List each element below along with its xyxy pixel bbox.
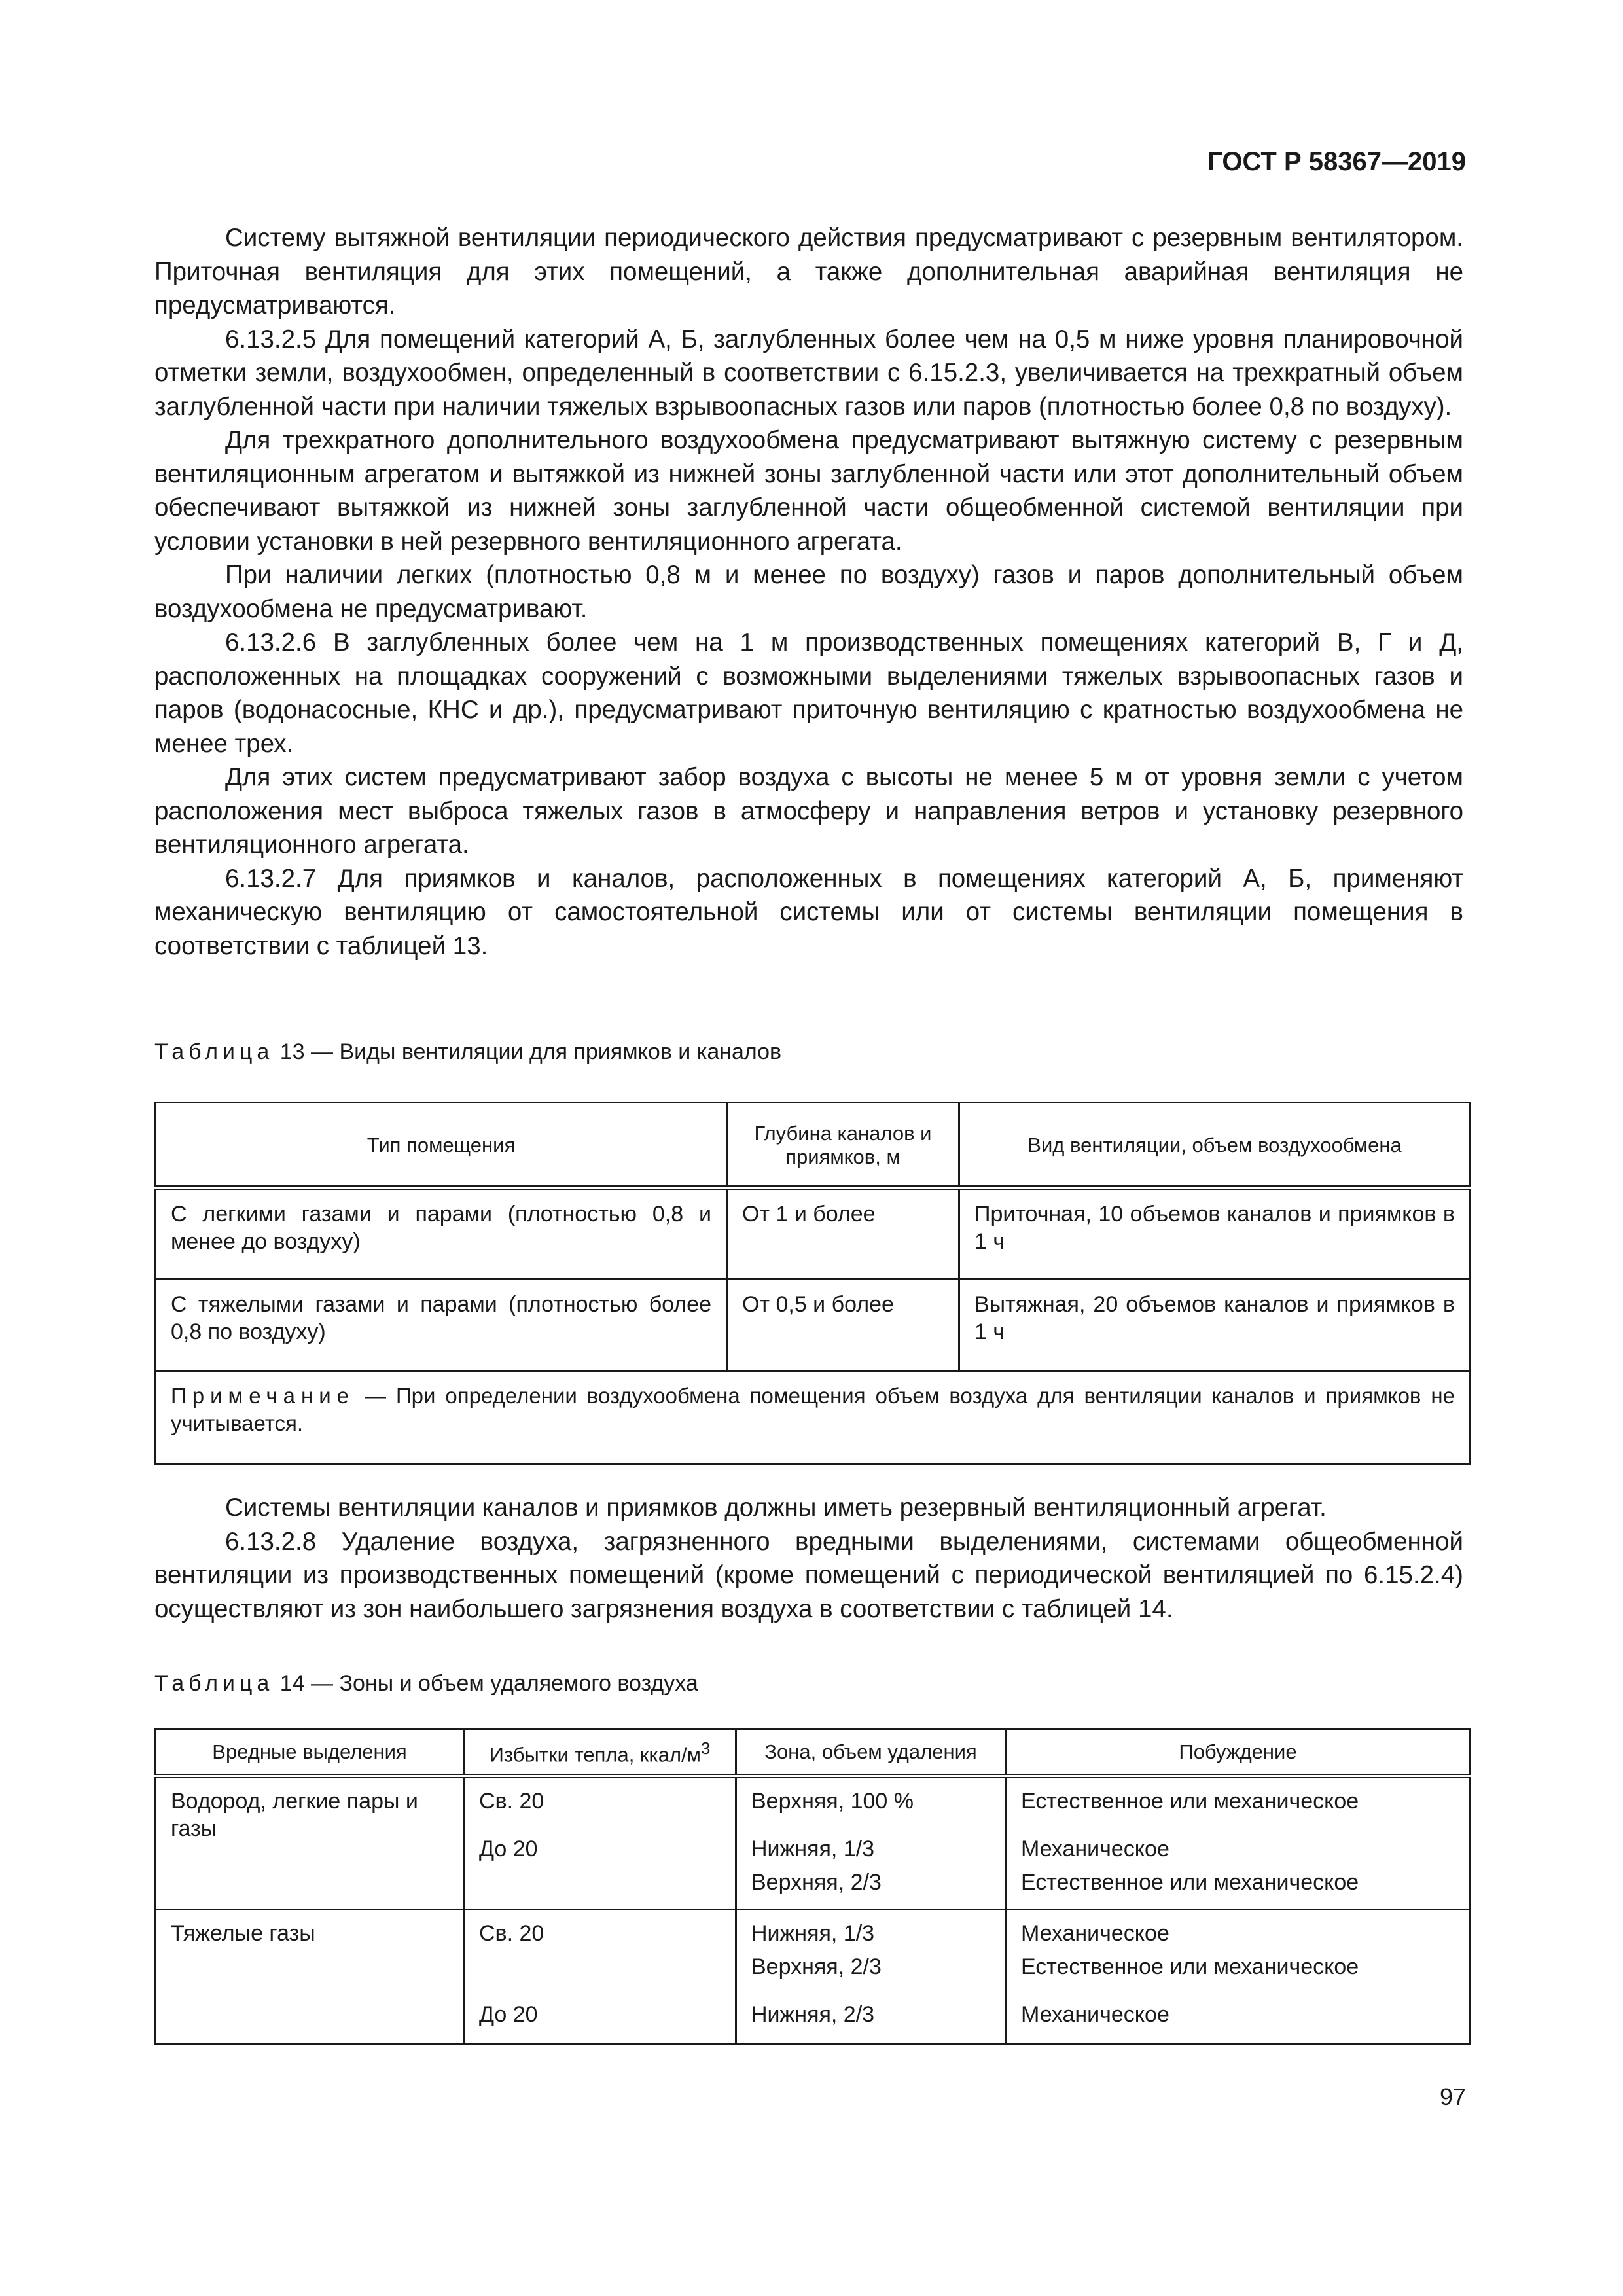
table13-cell: С легкими газами и парами (плотностью 0,8 и менее до воздуху) xyxy=(156,1188,727,1280)
paragraph: При наличии легких (плотностью 0,8 м и менее по воздуху) газов и паров дополнительный объем воздухообмена не предусматривают. xyxy=(154,561,1463,623)
zone-value: Верхняя, 100 % xyxy=(751,1789,914,1814)
note-text: — При определении воздухообмена помещения объем воздуха для вентиляции каналов и приямков не учитывается. xyxy=(171,1384,1455,1435)
paragraph: Для этих систем предусматривают забор воздуха с высоты не менее 5 м от уровня земли с учетом расположения мест выброса тяжелых газов в атмосферу и направления ветров и установку резервного вентиляционного агрегата. xyxy=(154,763,1463,859)
heat-value: До 20 xyxy=(479,2002,538,2027)
table-14 xyxy=(154,1728,1471,2045)
body-text-middle xyxy=(154,1491,1463,1626)
table14-zone-cell xyxy=(736,1776,1006,1910)
paragraph-6-13-2-7: 6.13.2.7 Для приямков и каналов, расположенных в помещениях категорий А, Б, применяют механическую вентиляцию от самостоятельной системы или от системы вентиляции помещения в соответствии с таблицей 13. xyxy=(154,864,1463,960)
table14-substance: Тяжелые газы xyxy=(156,1910,464,2044)
zone-value: Верхняя, 2/3 xyxy=(751,1954,882,1979)
paragraph-6-13-2-6: 6.13.2.6 В заглубленных более чем на 1 м производственных помещениях категорий В, Г и Д, расположенных на площадках сооружений с возможными выделениями тяжелых взрывоопасных газов и паров (водонасосные, КНС и др.), предусматривают приточную вентиляцию с кратностью воздухообмена не менее трех. xyxy=(154,628,1463,758)
table13-header-depth: Глубина каналов и приямков, м xyxy=(727,1103,959,1188)
heat-header-superscript: 3 xyxy=(701,1739,711,1758)
table13-cell: Вытяжная, 20 объемов каналов и приямков в 1 ч xyxy=(959,1280,1471,1371)
heat-value: Св. 20 xyxy=(479,1789,544,1814)
table14-substance: Водород, легкие пары и газы xyxy=(156,1776,464,1910)
table14-caption xyxy=(154,1671,698,1696)
table13-caption-text: 13 — Виды вентиляции для приямков и каналов xyxy=(279,1039,782,1064)
table13-header-room-type: Тип помещения xyxy=(156,1103,727,1188)
zone-value: Нижняя, 2/3 xyxy=(751,2002,875,2027)
drive-value: Механическое xyxy=(1021,1837,1169,1861)
zone-value: Нижняя, 1/3 xyxy=(751,1921,875,1946)
table-13 xyxy=(154,1102,1471,1465)
table-row xyxy=(156,1280,1471,1371)
drive-value: Механическое xyxy=(1021,1921,1169,1946)
drive-value: Естественное или механическое xyxy=(1021,1954,1359,1979)
table14-caption-text: 14 — Зоны и объем удаляемого воздуха xyxy=(279,1671,698,1696)
body-text-top xyxy=(154,221,1463,963)
table14-header-drive: Побуждение xyxy=(1006,1729,1471,1776)
table13-caption-label: Таблица xyxy=(154,1039,274,1064)
table-row xyxy=(156,1776,1471,1910)
heat-value: Св. 20 xyxy=(479,1921,544,1946)
table14-drive-cell xyxy=(1006,1910,1471,2044)
table14-zone-cell xyxy=(736,1910,1006,2044)
table14-heat-cell xyxy=(464,1910,736,2044)
heat-value: До 20 xyxy=(479,1837,538,1861)
table-row xyxy=(156,1188,1471,1280)
table13-cell: От 1 и более xyxy=(727,1188,959,1280)
note-label: Примечание xyxy=(171,1384,355,1408)
table13-cell: С тяжелыми газами и парами (плотностью более 0,8 по воздуху) xyxy=(156,1280,727,1371)
page-number: 97 xyxy=(1439,2083,1466,2110)
table13-header-ventilation: Вид вентиляции, объем воздухообмена xyxy=(959,1103,1471,1188)
paragraph-6-13-2-5: 6.13.2.5 Для помещений категорий А, Б, заглубленных более чем на 0,5 м ниже уровня планировочной отметки земли, воздухообмен, определенный в соответствии с 6.15.2.3, увеличивается на трехкратный объем заглубленной части при наличии тяжелых взрывоопасных газов или паров (плотностью более 0,8 по воздуху). xyxy=(154,325,1463,421)
paragraph: Систему вытяжной вентиляции периодического действия предусматривают с резервным вентилятором. Приточная вентиляция для этих помещений, а также дополнительная аварийная вентиляция не предусматриваются. xyxy=(154,224,1463,319)
table13-note xyxy=(156,1371,1471,1465)
table14-drive-cell xyxy=(1006,1776,1471,1910)
table13-cell: От 0,5 и более xyxy=(727,1280,959,1371)
table14-header-zone: Зона, объем удаления xyxy=(736,1729,1006,1776)
heat-value-empty xyxy=(479,1953,721,2001)
table13-caption xyxy=(154,1039,781,1065)
drive-value: Естественное или механическое xyxy=(1021,1870,1359,1895)
document-number: ГОСТ Р 58367—2019 xyxy=(1207,147,1466,176)
table14-header-heat xyxy=(464,1729,736,1776)
table13-note-row xyxy=(156,1371,1471,1465)
drive-value: Механическое xyxy=(1021,2002,1169,2027)
paragraph: Для трехкратного дополнительного воздухообмена предусматривают вытяжную систему с резервным вентиляционным агрегатом и вытяжкой из нижней зоны заглубленной части или этот дополнительный объем обеспечивают вытяжкой из нижней зоны заглубленной части общеобменной системой вентиляции при условии установки в ней резервного вентиляционного агрегата. xyxy=(154,426,1463,556)
paragraph: Системы вентиляции каналов и приямков должны иметь резервный вентиляционный агрегат. xyxy=(225,1494,1327,1522)
table-row xyxy=(156,1910,1471,2044)
paragraph-6-13-2-8: 6.13.2.8 Удаление воздуха, загрязненного вредными выделениями, системами общеобменной вентиляции из производственных помещений (кроме помещений с периодической вентиляцией по 6.15.2.4) осуществляют из зон наибольшего загрязнения воздуха в соответствии с таблицей 14. xyxy=(154,1527,1463,1623)
table14-header-substance: Вредные выделения xyxy=(156,1729,464,1776)
zone-value: Верхняя, 2/3 xyxy=(751,1870,882,1895)
table14-caption-label: Таблица xyxy=(154,1671,274,1696)
drive-value: Естественное или механическое xyxy=(1021,1789,1359,1814)
table14-heat-cell xyxy=(464,1776,736,1910)
table13-cell: Приточная, 10 объемов каналов и приямков в 1 ч xyxy=(959,1188,1471,1280)
zone-value: Нижняя, 1/3 xyxy=(751,1837,875,1861)
heat-header-text: Избытки тепла, ккал/м xyxy=(489,1743,701,1767)
